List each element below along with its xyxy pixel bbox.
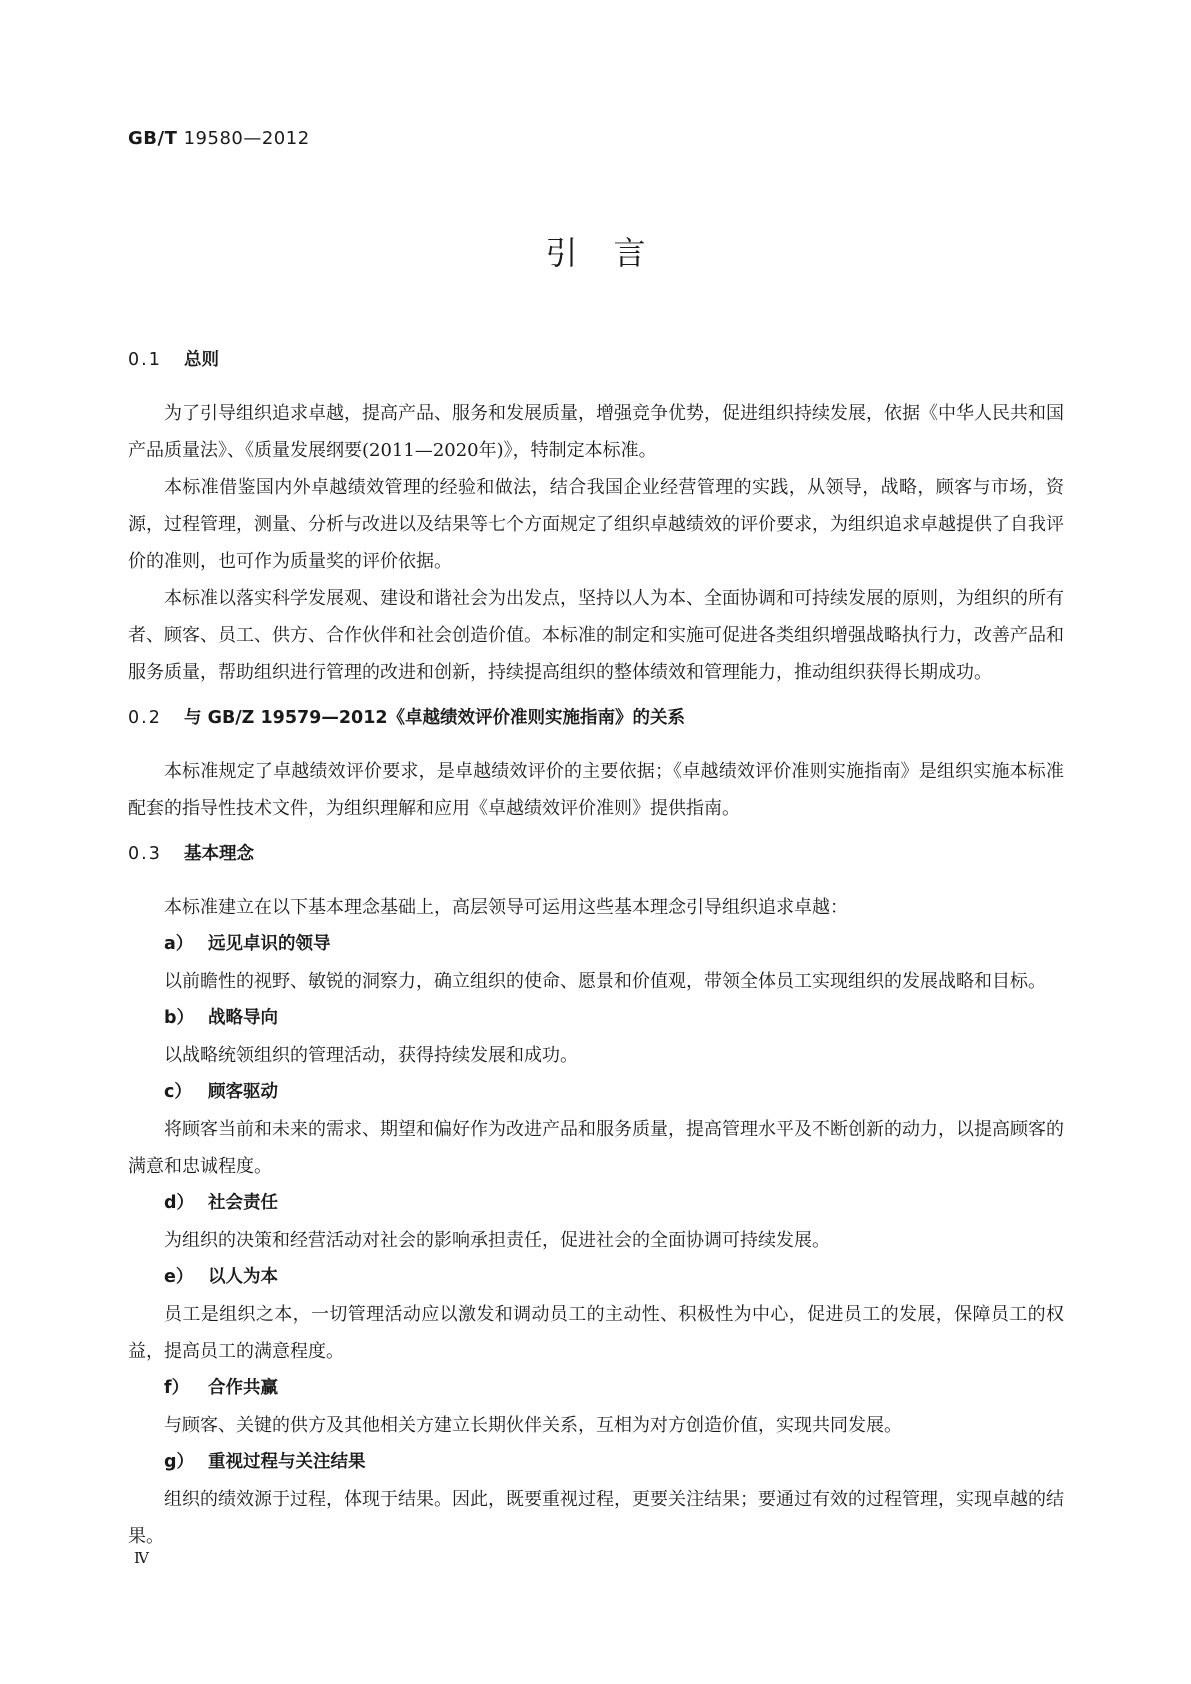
standard-code-header: [128, 128, 310, 149]
list-item-heading: [128, 1074, 1064, 1111]
item-letter: e）: [164, 1267, 194, 1287]
section-number: 0.3: [128, 844, 162, 864]
item-title: 战略导向: [208, 1008, 278, 1028]
item-letter: a）: [164, 934, 194, 954]
item-text: 为组织的决策和经营活动对社会的影响承担责任，促进社会的全面协调可持续发展。: [164, 1230, 830, 1251]
list-item-heading: [128, 926, 1064, 963]
document-body: [128, 345, 1064, 1567]
item-text: 将顾客当前和未来的需求、期望和偏好作为改进产品和服务质量，提高管理水平及不断创新的动力，以提高顾客的满意和忠诚程度。: [128, 1119, 1064, 1177]
item-title: 合作共赢: [208, 1378, 278, 1398]
item-title: 远见卓识的领导: [208, 934, 331, 954]
page-title: 引言: [545, 234, 682, 272]
section-number: 0.2: [128, 708, 162, 728]
item-title: 社会责任: [208, 1193, 278, 1213]
section-general: [128, 345, 1064, 691]
item-title: 重视过程与关注结果: [208, 1452, 366, 1472]
item-letter: g）: [164, 1452, 195, 1472]
paragraph: 本标准以落实科学发展观、建设和谐社会为出发点，坚持以人为本、全面协调和可持续发展的原则，为组织的所有者、顾客、员工、供方、合作伙伴和社会创造价值。本标准的制定和实施可促进各类组织增强战略执行力，改善产品和服务质量，帮助组织进行管理的改进和创新，持续提高组织的整体绩效和管理能力，推动组织获得长期成功。: [128, 588, 1064, 683]
item-title: 以人为本: [208, 1267, 278, 1287]
section-heading: [128, 839, 1064, 869]
section-number: 0.1: [128, 350, 162, 370]
standard-prefix: GB/T: [128, 128, 178, 149]
section-title: 与 GB/Z 19579—2012《卓越绩效评价准则实施指南》的关系: [184, 708, 686, 728]
section-basic-concepts: [128, 839, 1064, 1555]
standard-number: 19580—2012: [177, 128, 310, 149]
item-text: 以战略统领组织的管理活动，获得持续发展和成功。: [164, 1045, 578, 1066]
section-heading: [128, 703, 1064, 733]
section-title: 基本理念: [184, 844, 254, 864]
paragraph: 本标准借鉴国内外卓越绩效管理的经验和做法，结合我国企业经营管理的实践，从领导，战略，顾客与市场，资源，过程管理，测量、分析与改进以及结果等七个方面规定了组织卓越绩效的评价要求，为组织追求卓越提供了自我评价的准则，也可作为质量奖的评价依据。: [128, 477, 1064, 572]
paragraph: 本标准规定了卓越绩效评价要求，是卓越绩效评价的主要依据；《卓越绩效评价准则实施指南》是组织实施本标准配套的指导性技术文件，为组织理解和应用《卓越绩效评价准则》提供指南。: [128, 761, 1064, 819]
item-letter: b）: [164, 1008, 195, 1028]
list-item-heading: [128, 1370, 1064, 1407]
page-number: Ⅳ: [134, 1549, 149, 1567]
item-letter: c）: [164, 1082, 192, 1102]
paragraph: 为了引导组织追求卓越，提高产品、服务和发展质量，增强竞争优势，促进组织持续发展，依据《中华人民共和国产品质量法》、《质量发展纲要(2011—2020年)》，特制定本标准。: [128, 403, 1064, 461]
list-item-heading: [128, 1185, 1064, 1222]
list-item-heading: [128, 1444, 1064, 1481]
item-text: 以前瞻性的视野、敏锐的洞察力，确立组织的使命、愿景和价值观，带领全体员工实现组织的发展战略和目标。: [164, 971, 1046, 992]
item-title: 顾客驱动: [208, 1082, 278, 1102]
item-text: 组织的绩效源于过程，体现于结果。因此，既要重视过程，更要关注结果；要通过有效的过程管理，实现卓越的结果。: [128, 1489, 1064, 1547]
section-intro: 本标准建立在以下基本理念基础上，高层领导可运用这些基本理念引导组织追求卓越：: [164, 897, 848, 918]
list-item-heading: [128, 1259, 1064, 1296]
section-relationship: [128, 703, 1064, 827]
item-text: 员工是组织之本，一切管理活动应以激发和调动员工的主动性、积极性为中心，促进员工的发展，保障员工的权益，提高员工的满意程度。: [128, 1304, 1064, 1362]
item-letter: d）: [164, 1193, 195, 1213]
item-letter: f）: [164, 1378, 190, 1398]
list-item-heading: [128, 1000, 1064, 1037]
item-text: 与顾客、关键的供方及其他相关方建立长期伙伴关系，互相为对方创造价值，实现共同发展。: [164, 1415, 902, 1436]
section-title: 总则: [184, 350, 219, 370]
section-heading: [128, 345, 1064, 375]
